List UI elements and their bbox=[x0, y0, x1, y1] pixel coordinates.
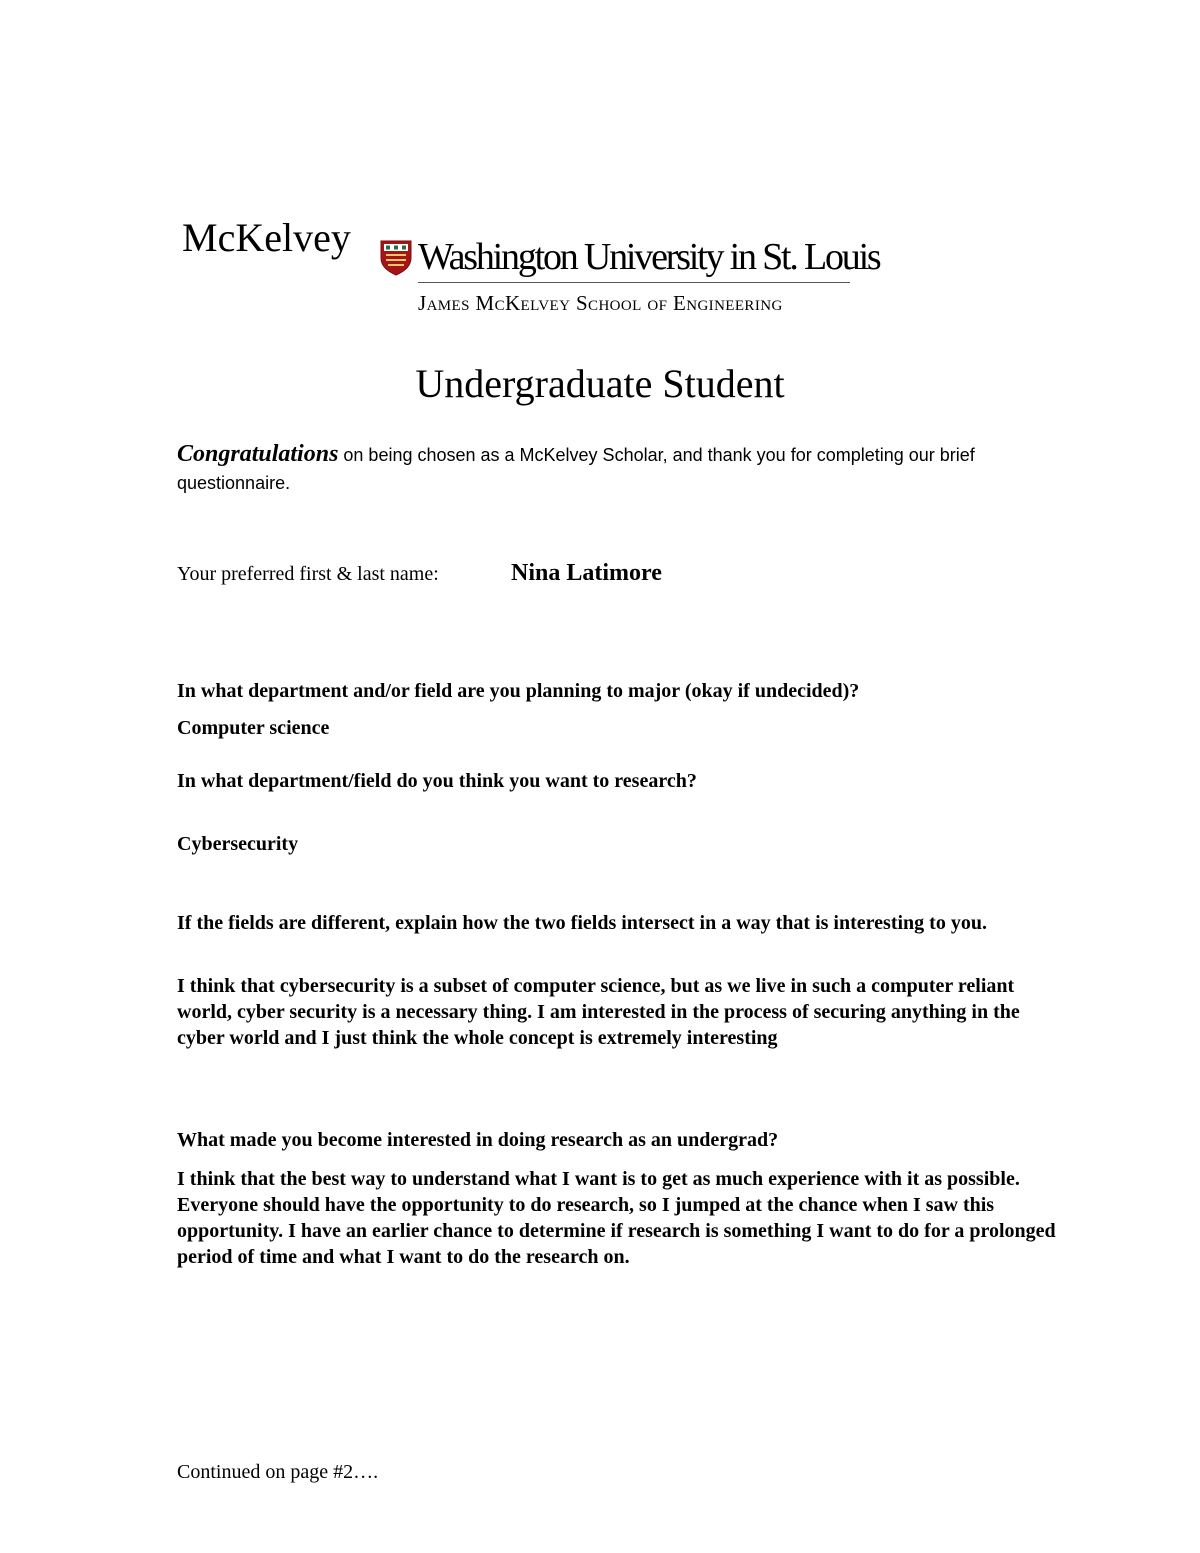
name-field-value: Nina Latimore bbox=[511, 560, 662, 586]
university-shield-icon bbox=[380, 240, 412, 276]
answer-research-interest: I think that the best way to understand what I want is to get as much experience with it as possible. Everyone should have the opportunity to do research, so I jumped at the chance when I saw this opportunity. I have an earlier chance to determine if research is something I want to do for a prolonged period of time and what I want to do the research on. bbox=[177, 1168, 1056, 1268]
university-name: Washington University in St. Louis bbox=[418, 236, 880, 278]
question-fields-intersect: If the fields are different, explain how the two fields intersect in a way that is interesting to you. bbox=[177, 912, 987, 934]
mckelvey-label: McKelvey bbox=[182, 215, 351, 260]
name-field-label: Your preferred first & last name: bbox=[177, 563, 439, 585]
continued-note: Continued on page #2…. bbox=[177, 1461, 379, 1483]
intro-lead-word: Congratulations bbox=[177, 441, 339, 467]
answer-fields-intersect: I think that cybersecurity is a subset of computer science, but as we live in such a computer reliant world, cyber security is a necessary thing. I am interested in the process of securing anything in the cyber world and I just think the whole concept is extremely interesting bbox=[177, 975, 1020, 1049]
question-research-interest: What made you become interested in doing research as an undergrad? bbox=[177, 1129, 779, 1151]
document-title: Undergraduate Student bbox=[415, 361, 785, 406]
intro-paragraph bbox=[177, 440, 1047, 497]
intro-text: on being chosen as a McKelvey Scholar, and thank you for completing our brief questionnaire. bbox=[177, 445, 975, 493]
answer-research-field: Cybersecurity bbox=[177, 833, 299, 855]
logo-divider bbox=[418, 282, 850, 283]
university-logo bbox=[380, 232, 880, 322]
question-research-field: In what department/field do you think you want to research? bbox=[177, 770, 697, 792]
school-name: James McKelvey School of Engineering bbox=[418, 291, 783, 315]
answer-major: Computer science bbox=[177, 717, 330, 739]
question-major: In what department and/or field are you planning to major (okay if undecided)? bbox=[177, 680, 860, 702]
